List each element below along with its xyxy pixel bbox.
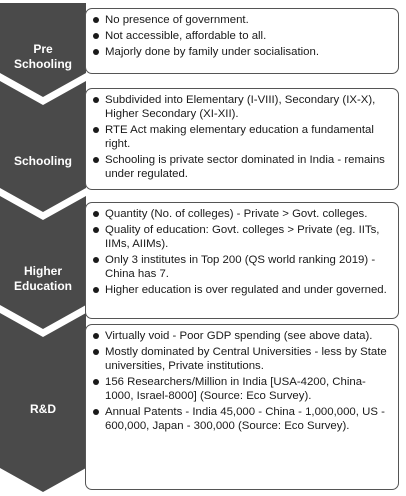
bullet-item: Not accessible, affordable to all. [92, 29, 392, 43]
bullet-item: Subdivided into Elementary (I-VIII), Secondary (IX-X), Higher Secondary (XI-XII). [92, 93, 392, 121]
stage-card [85, 202, 399, 319]
bullet-item: Quantity (No. of colleges) - Private > Govt. colleges. [92, 207, 392, 221]
stage-label: Schooling [14, 154, 72, 168]
bullet-item: Majorly done by family under socialisation. [92, 45, 392, 59]
bullet-list [92, 207, 392, 297]
bullet-item: Schooling is private sector dominated in India - remains under regulated. [92, 153, 392, 181]
stage-label: R&D [30, 402, 56, 416]
bullet-item: Mostly dominated by Central Universities - less by State universities, Private institutions. [92, 345, 392, 373]
bullet-item: Higher education is over regulated and under governed. [92, 283, 392, 297]
bullet-item: Only 3 institutes in Top 200 (QS world ranking 2019) - China has 7. [92, 253, 392, 281]
stage-card [85, 324, 399, 490]
bullet-item: Quality of education: Govt. colleges > Private (eg. IITs, IIMs, AIIMs). [92, 223, 392, 251]
bullet-list [92, 13, 392, 59]
bullet-list [92, 93, 392, 181]
bullet-item: 156 Researchers/Million in India [USA-4200, China-1000, Israel-8000] (Source: Eco Survey). [92, 375, 392, 403]
stage-label: Higher Education [13, 264, 72, 293]
bullet-item: Annual Patents - India 45,000 - China - 1,000,000, US - 600,000, Japan - 300,000 (Source: Eco Survey). [92, 405, 392, 433]
stage-label: Pre Schooling [14, 42, 72, 71]
bullet-item: RTE Act making elementary education a fundamental right. [92, 123, 392, 151]
stage-chevron [0, 196, 86, 329]
stage-chevron [0, 81, 86, 212]
bullet-item: Virtually void - Poor GDP spending (see above data). [92, 329, 392, 343]
bullet-item: No presence of government. [92, 13, 392, 27]
stage-card [85, 88, 399, 190]
bullet-list [92, 329, 392, 433]
stage-card [85, 8, 399, 74]
